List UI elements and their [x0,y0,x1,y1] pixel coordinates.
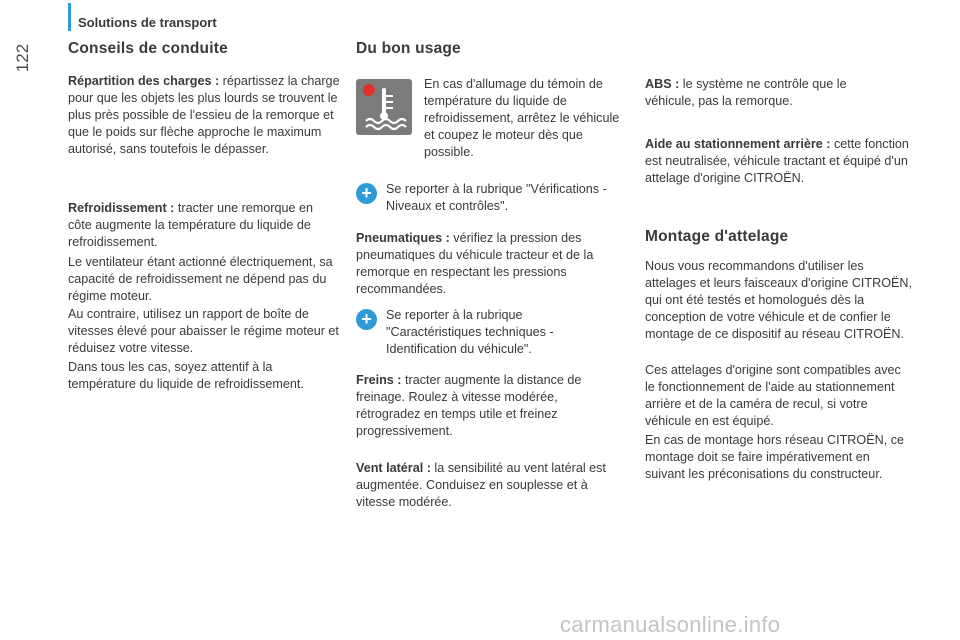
paragraph-coolant-attention: Dans tous les cas, soyez attentif à la température du liquide de refroidissement. [68,360,304,391]
warning-coolant-text: En cas d'allumage du témoin de température du liquide de refroidissement, arrêtez le véhicule et coupez le moteur dès que possible. [424,77,620,159]
paragraph-abs [645,76,885,110]
header-accent-bar [68,3,71,31]
paragraph-compatible: Ces attelages d'origine sont compatibles avec le fonctionnement de l'aide au stationnement arrière et de la caméra de recul, si votre véhicule en est équipé. [645,363,901,428]
watermark: carmanualsonline.info [560,612,781,637]
reference-specifications [356,307,596,358]
paragraph-parking-aid [645,136,913,187]
lead-abs: ABS : [645,77,680,91]
page-number: 122 [13,43,32,73]
paragraph-brakes [356,372,601,440]
lead-crosswind: Vent latéral : [356,461,431,475]
heading-driving-advice: Conseils de conduite [68,40,228,57]
plus-icon: + [356,309,377,330]
paragraph-fan: Le ventilateur étant actionné électriquement, sa capacité de refroidissement ne dépend pas du régime moteur. [68,255,333,303]
lead-parking-aid: Aide au stationnement arrière : [645,137,831,151]
paragraph-tyres [356,230,606,298]
reference-checks-text: Se reporter à la rubrique "Vérifications - Niveaux et contrôles". [386,182,607,213]
reference-specifications-text: Se reporter à la rubrique "Caractéristiques techniques - Identification du véhicule". [386,308,554,356]
section-title: Solutions de transport [78,15,217,30]
text-abs: le système ne contrôle que le véhicule, pas la remorque. [645,77,847,108]
plus-icon: + [356,183,377,204]
text-brakes: tracter augmente la distance de freinage. Roulez à vitesse modérée, rétrogradez en temps utile et freinez progressivement. [356,373,582,438]
paragraph-outside-network: En cas de montage hors réseau CITROËN, ce montage doit se faire impérativement en suivant les préconisations du constructeur. [645,433,904,481]
paragraph-cooling [68,200,340,251]
coolant-temperature-warning-icon [356,79,412,135]
lead-cooling: Refroidissement : [68,201,175,215]
heading-good-use: Du bon usage [356,40,461,57]
text-load-distribution: répartissez la charge pour que les objets les plus lourds se trouvent le plus près possible de l'essieu de la remorque et que le poids sur flèche approche le maximum autorisé, sans toutefois le dépasser. [68,74,340,156]
reference-checks [356,181,628,215]
text-parking-aid: cette fonction est neutralisée, véhicule tractant et équipé d'un attelage d'origine CITROËN. [645,137,909,185]
lead-brakes: Freins : [356,373,402,387]
paragraph-crosswind [356,460,621,511]
paragraph-recommend: Nous vous recommandons d'utiliser les attelages et leurs faisceaux d'origine CITROËN, qui ont été testés et homologués dès la conception de votre véhicule et de confier le montage de ce dispositif au réseau CITROËN. [645,259,912,341]
text-crosswind: la sensibilité au vent latéral est augmentée. Conduisez en souplesse et à vitesse modérée. [356,461,606,509]
lead-tyres: Pneumatiques : [356,231,450,245]
text-tyres: vérifiez la pression des pneumatiques du véhicule tracteur et de la remorque en respectant les pressions recommandées. [356,231,594,296]
text-cooling: tracter une remorque en côte augmente la température du liquide de refroidissement. [68,201,313,249]
paragraph-gear: Au contraire, utilisez un rapport de boîte de vitesses élevé pour abaisser le régime moteur et réduisez votre vitesse. [68,307,339,355]
heading-towbar-fitting: Montage d'attelage [645,228,789,245]
lead-load-distribution: Répartition des charges : [68,74,220,88]
paragraph-load-distribution [68,73,340,158]
